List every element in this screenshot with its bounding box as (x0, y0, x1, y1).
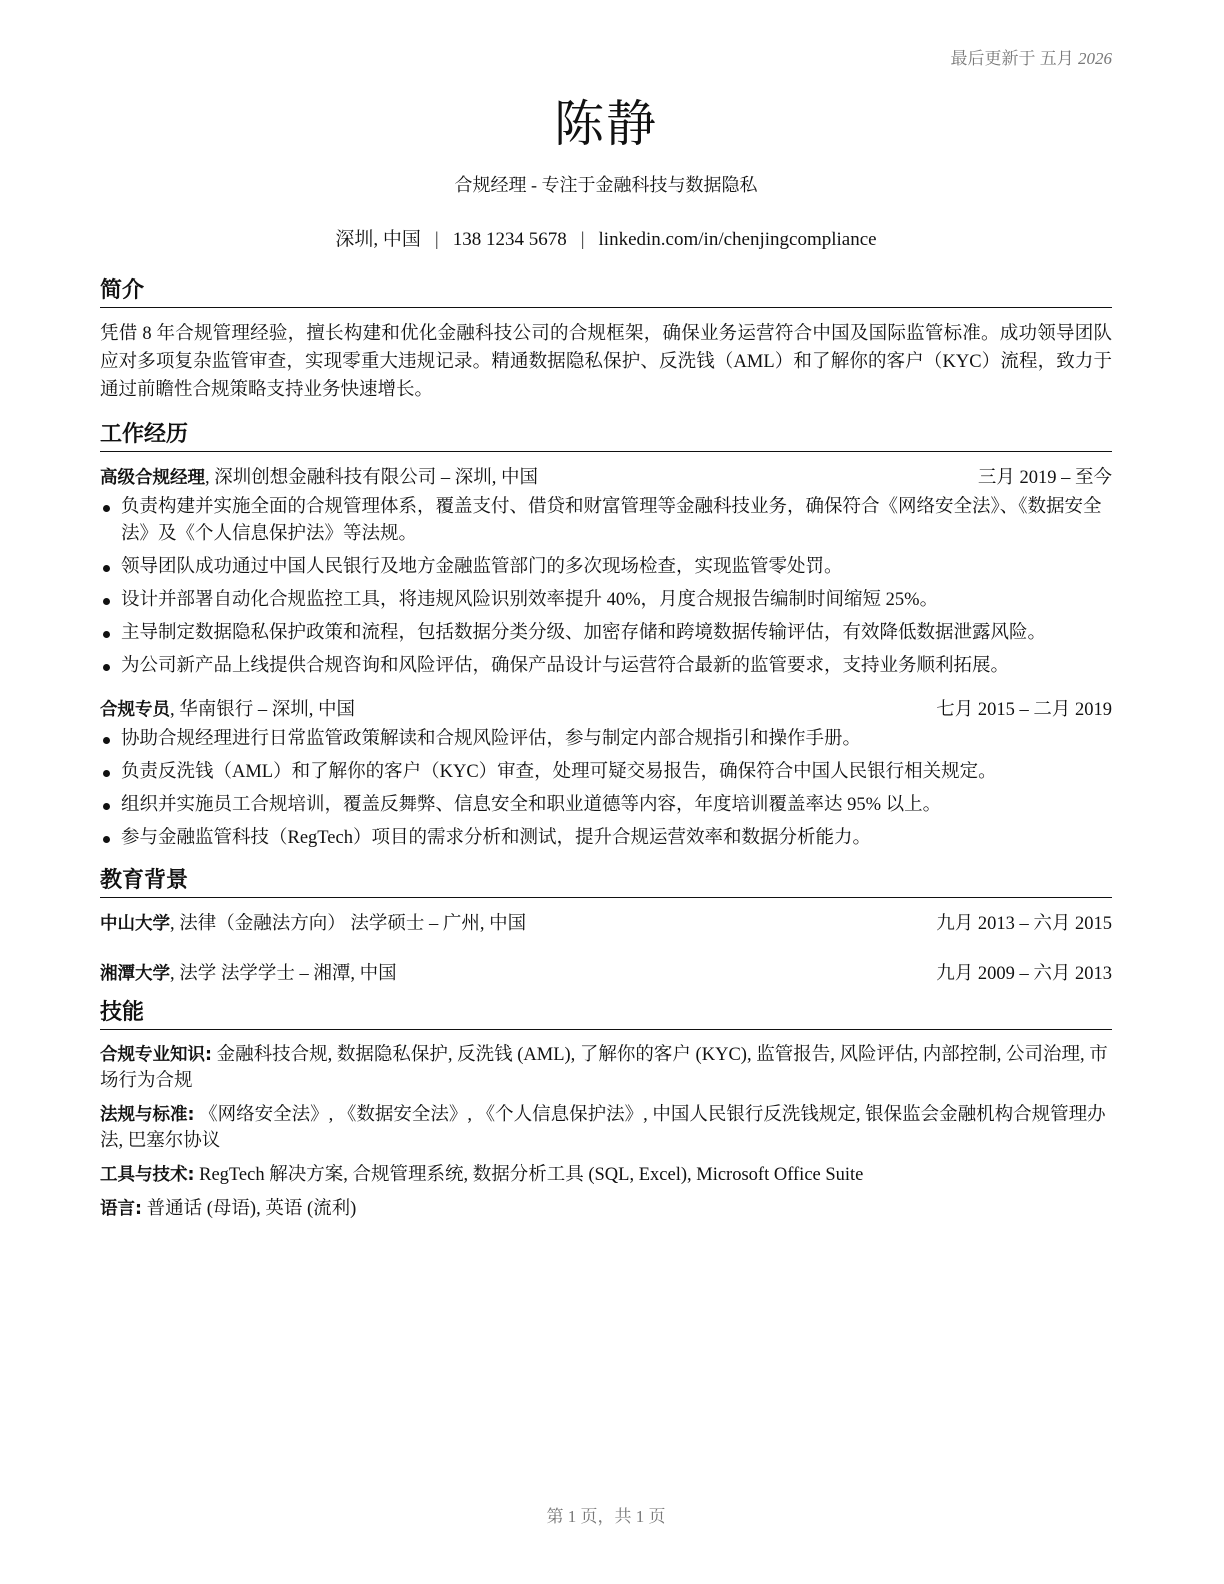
contact-separator: | (580, 229, 585, 250)
page-footer: 第 1 页，共 1 页 (546, 1507, 666, 1526)
bullet-item: 组织并实施员工合规培训，覆盖反舞弊、信息安全和职业道德等内容，年度培训覆盖率达 95% 以上。 (100, 792, 1112, 819)
skill-row (100, 1196, 1112, 1222)
job-org: , 华南银行 – 深圳, 中国 (170, 700, 356, 720)
skill-label: 语言: (100, 1199, 142, 1219)
degree-detail: , 法律（金融法方向） 法学硕士 – 广州, 中国 (170, 914, 527, 934)
bullet-item: 协助合规经理进行日常监管政策解读和合规风险评估，参与制定内部合规指引和操作手册。 (100, 726, 1112, 753)
job-dates: 七月 2015 – 二月 2019 (936, 700, 1112, 720)
candidate-name: 陈静 (554, 96, 658, 152)
education-title-line (100, 960, 397, 988)
job-bullets (100, 726, 1112, 852)
section-title-skills: 技能 (100, 1000, 1112, 1030)
job-header (100, 696, 1112, 724)
skill-label: 法规与标准: (100, 1105, 195, 1125)
job-bullets (100, 494, 1112, 680)
job-role: 高级合规经理 (100, 468, 205, 488)
headline: 合规经理 - 专注于金融科技与数据隐私 (454, 175, 758, 195)
job-entry (100, 696, 1112, 852)
skill-value: 普通话 (母语), 英语 (流利) (142, 1199, 357, 1219)
skill-value: 《网络安全法》, 《数据安全法》, 《个人信息保护法》, 中国人民银行反洗钱规定, 银保监会金融机构合规管理办法, 巴塞尔协议 (100, 1105, 1106, 1151)
bullet-item: 主导制定数据隐私保护政策和流程，包括数据分类分级、加密存储和跨境数据传输评估，有效降低数据泄露风险。 (100, 620, 1112, 647)
contact-separator: | (434, 229, 439, 250)
skill-label: 工具与技术: (100, 1165, 195, 1185)
school-name: 湘潭大学 (100, 964, 170, 984)
job-dates: 三月 2019 – 至今 (977, 468, 1112, 488)
skill-row (100, 1042, 1112, 1094)
section-title-experience: 工作经历 (100, 422, 1112, 452)
job-title-line (100, 696, 355, 724)
contact-line (100, 224, 1112, 251)
job-entry (100, 464, 1112, 680)
education-dates: 九月 2013 – 六月 2015 (936, 914, 1112, 934)
resume-content (100, 278, 1112, 1230)
skill-label: 合规专业知识: (100, 1045, 212, 1065)
education-dates: 九月 2009 – 六月 2013 (936, 964, 1112, 984)
section-title-summary: 简介 (100, 278, 1112, 308)
bullet-item: 领导团队成功通过中国人民银行及地方金融监管部门的多次现场检查，实现监管零处罚。 (100, 554, 1112, 581)
skill-value: RegTech 解决方案, 合规管理系统, 数据分析工具 (SQL, Excel), Microsoft Office Suite (194, 1165, 864, 1185)
bullet-item: 负责反洗钱（AML）和了解你的客户（KYC）审查，处理可疑交易报告，确保符合中国人民银行相关规定。 (100, 759, 1112, 786)
contact-location: 深圳, 中国 (335, 229, 421, 250)
job-title-line (100, 464, 538, 492)
skill-row (100, 1162, 1112, 1188)
bullet-item: 设计并部署自动化合规监控工具，将违规风险识别效率提升 40%，月度合规报告编制时间缩短 25%。 (100, 587, 1112, 614)
degree-detail: , 法学 法学学士 – 湘潭, 中国 (170, 964, 397, 984)
bullet-item: 负责构建并实施全面的合规管理体系，覆盖支付、借贷和财富管理等金融科技业务，确保符合《网络安全法》、《数据安全法》及《个人信息保护法》等法规。 (100, 494, 1112, 548)
updated-month: 最后更新于 五月 (950, 49, 1074, 68)
contact-linkedin[interactable]: linkedin.com/in/chenjingcompliance (598, 229, 877, 250)
section-title-education: 教育背景 (100, 868, 1112, 898)
summary-text: 凭借 8 年合规管理经验，擅长构建和优化金融科技公司的合规框架，确保业务运营符合中国及国际监管标准。成功领导团队应对多项复杂监管审查，实现零重大违规记录。精通数据隐私保护、反洗钱（AML）和了解你的客户（KYC）流程，致力于通过前瞻性合规策略支持业务快速增长。 (100, 324, 1112, 400)
school-name: 中山大学 (100, 914, 170, 934)
job-header (100, 464, 1112, 492)
contact-phone: 138 1234 5678 (452, 229, 567, 250)
bullet-item: 参与金融监管科技（RegTech）项目的需求分析和测试，提升合规运营效率和数据分析能力。 (100, 825, 1112, 852)
skill-value: 金融科技合规, 数据隐私保护, 反洗钱 (AML), 了解你的客户 (KYC), 监管报告, 风险评估, 内部控制, 公司治理, 市场行为合规 (100, 1045, 1108, 1091)
education-entry (100, 910, 1112, 938)
job-org: , 深圳创想金融科技有限公司 – 深圳, 中国 (205, 468, 539, 488)
education-title-line (100, 910, 526, 938)
job-role: 合规专员 (100, 700, 170, 720)
last-updated (951, 44, 1113, 69)
skill-row (100, 1102, 1112, 1154)
bullet-item: 为公司新产品上线提供合规咨询和风险评估，确保产品设计与运营符合最新的监管要求，支持业务顺利拓展。 (100, 653, 1112, 680)
updated-year: 2026 (1078, 49, 1112, 68)
education-entry (100, 960, 1112, 988)
resume-page (100, 0, 1112, 1584)
